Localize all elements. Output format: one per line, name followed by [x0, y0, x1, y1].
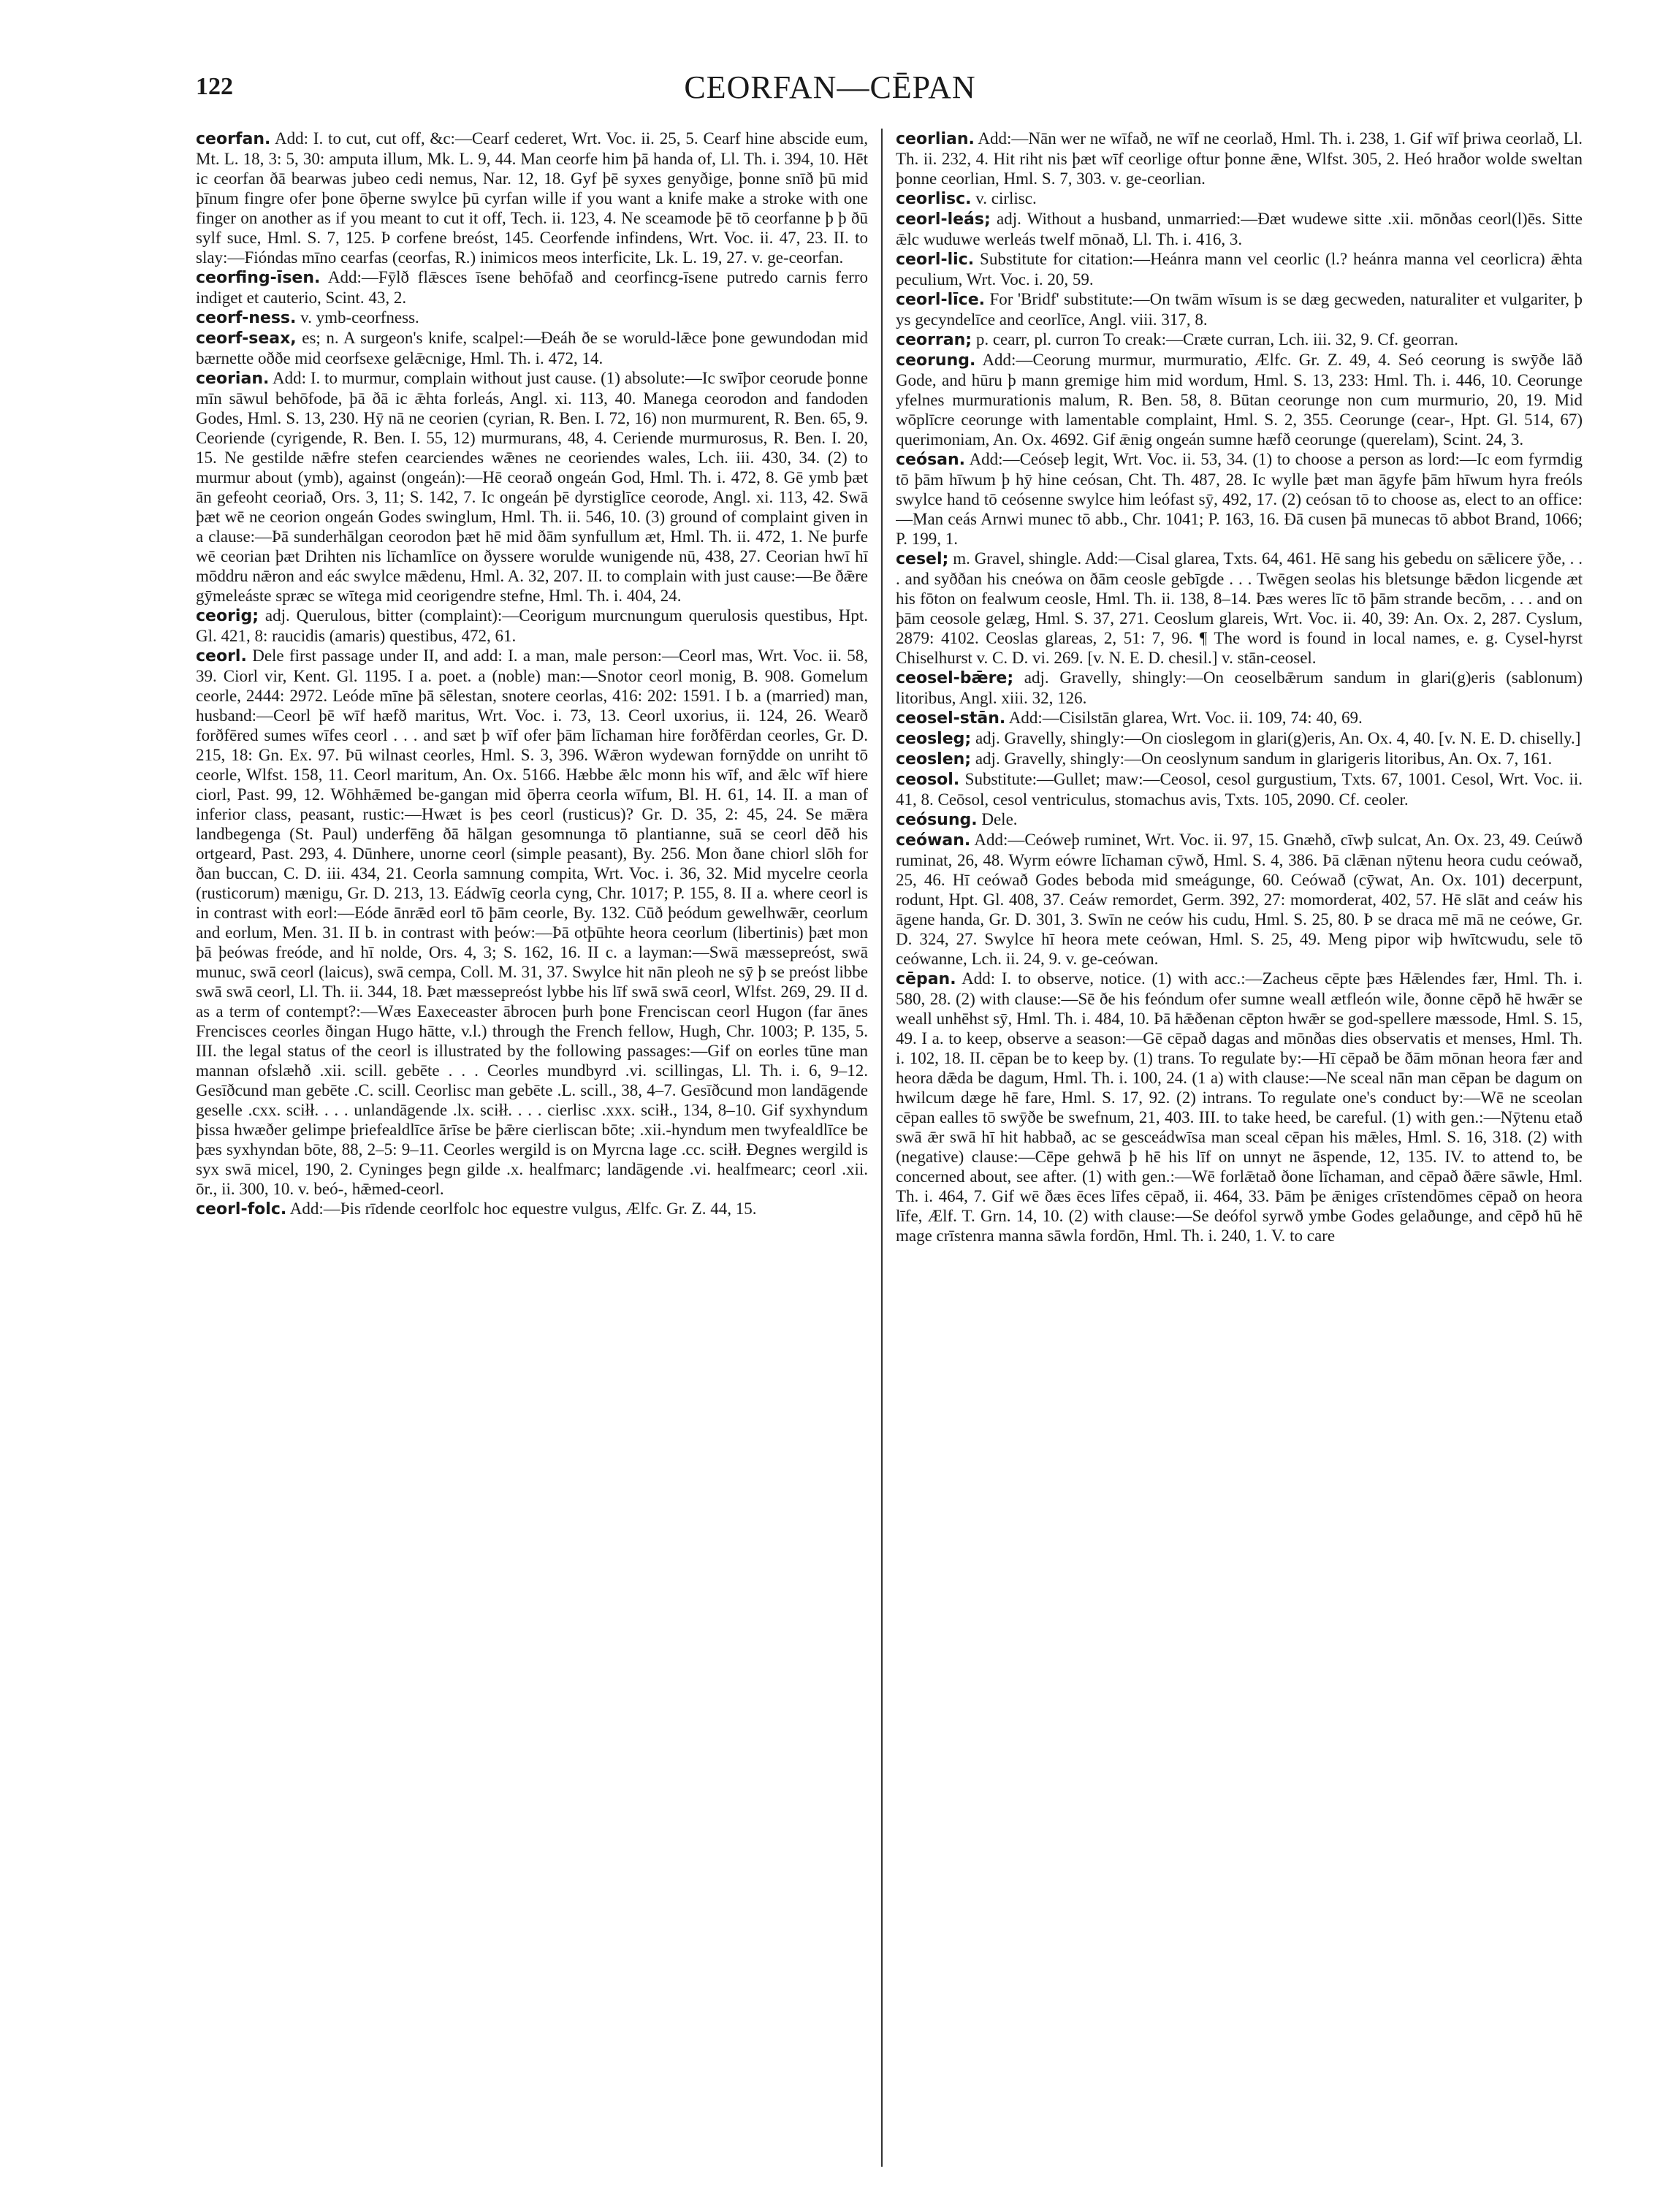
entry-text: Dele first passage under II, and add: I. a man, male person:—Ceorl mas, Wrt. Voc. ii. 58, 39. Ciorl vir, Kent. Gl. 1195. I a. poet. a (noble) man:—Snotor ceorl monig, B. 908. Gomelum ceorle, 2444: 2972. Leóde mīne þā sēlestan, snotere ceorlas, 416: 202: 1591. I b. a (married) man, husband:—Ceorl þē wīf hæfð maritus, Wrt. Voc. i. 73, 13. Ceorl uxorius, ii. 124, 26. Wearð forðfēred sumes wīfes ceorl . . . and sæt þ wīf ofer þām līchaman hire forðfērdan ceorles, Gr. D. 215, 18: Gn. Ex. 97. Þū wilnast ceorles, Hml. S. 3, 396. Wǣron wydewan fornȳdde on unriht tō ceorle, Wlfst. 158, 11. Ceorl maritum, An. Ox. 5166. Hæbbe ǣlc monn his wīf, and ǣlc wīf hiere ciorl, Past. 99, 12. Wōhhǣmed be-gangan mid ōþerra ceorla wīfum, Bl. H. 61, 14. II. a man of inferior class, peasant, rustic:—Hwæt is þes ceorl (rusticus)? Gr. D. 35, 2: 45, 24. Se mǣra landbegenga (St. Paul) underfēng ðā hālgan gesomnunga tō plantianne, suā se ceorl dēð his ortgeard, Past. 293, 4. Dūnhere, unorne ceorl (simple peasant), By. 256. Mon ðane chiorl slōh for ðan buccan, C. D. iii. 434, 21. Ceorla samnung compita, Wrt. Voc. i. 36, 32. Mid mycelre ceorla (rusticorum) mænigu, Gr. D. 213, 13. Eádwīg ceorla cyng, Chr. 1017; P. 155, 8. II a. where ceorl is in contrast with eorl:—Eóde ānrǣd eorl tō þām ceorle, By. 132. Cūð þeódum gewelhwǣr, ceorlum and eorlum, Men. 31. II b. in contrast with þeów:—Þā otþūhte heora ceorlum (libertinis) þæt mon þā þeówas freóde, and hī nolde, Ors. 4, 3; S. 162, 16. II c. a layman:—Swā mæssepreóst, swā munuc, swā ceorl (laicus), swā cempa, Coll. M. 31, 37. Swylce hit nān pleoh ne sȳ þ se preóst libbe swā swā ceorl, Ll. Th. ii. 344, 18. Þæt mæssepreóst lybbe his līf swā swā ceorl, Wlfst. 269, 29. II d. as a term of contempt?:—Wæs Eaxeceaster ābrocen þurh þone Frenciscan ceorl Hugon (far ānes Frencisces ceorles ðingan Hugo hātte, v.l.) through the French fellow, Hugh, Chr. 1003; P. 135, 5. III. the legal status of the ceorl is illustrated by the following passages:—Gif on eorles tūne man mannan ofslæhð .xii. scill. gebēte . . . Ceorles mundbyrd .vi. scillingas, Ll. Th. i. 6, 9–12. Gesīðcund man gebēte .C. scill. Ceorlisc man gebēte .L. scill., 38, 4–7. Gesīðcund mon landāgende geselle .cxx. sciłł. . . . unlandāgende .lx. sciłł. . . . cierlisc .xxx. sciłł., 134, 8–10. Gif syxhyndum þissa hwæðer gelimpe þriefealdlīce ārīse be þǣre cierliscan bōte; .xii.-hyndum men twyfealdlīce be þæs syxhyndan bōte, 88, 2–5: 9–11. Ceorles wergild is on Myrcna lage .cc. sciłł. Ðegnes wergild is syx swā micel, 190, 2. Cyninges þegn gilde .x. healfmarc; landāgende .vi. healfmearc; ceorl .xii. ōr., ii. 300, 10. v. beó-, hǣmed-ceorl. — [196, 647, 868, 1198]
entry — [196, 308, 868, 328]
entry-text: Add:—Ceóweþ ruminet, Wrt. Voc. ii. 97, 15. Gnæhð, cīwþ sulcat, An. Ox. 23, 49. Ceúwð ruminat, 26, 48. Wyrm eówre līchaman cȳwð, Hml. S. 4, 386. Þā clǣnan nȳtenu heora cudu ceówað, 25, 46. Hī ceówað Godes beboda mid smeágunge, 60. Ceówað (cȳwat, An. Ox. 101) decerpunt, rodunt, Hpt. Gl. 408, 37. Ceáw remordet, Germ. 392, 27: momorderat, 402, 57. Hē slāt and ceáw his āgene handa, Gr. D. 301, 3. Swīn ne ceów his cudu, Hml. S. 25, 80. Þ se draca mē mā ne ceówe, Gr. D. 324, 27. Swylce hī heora mete ceówan, Hml. S. 25, 49. Meng pipor wiþ hwītcwudu, sele tō ceówanne, Lch. ii. 24, 9. v. ge-ceówan. — [896, 831, 1583, 968]
entry — [896, 329, 1583, 350]
entry-text: adj. Gravelly, shingly:—On ceoselbǣrum sandum in glari(g)eris (sablonum) litoribus, Angl. xiii. 32, 126. — [896, 668, 1583, 707]
headword: ceorl. — [196, 647, 247, 665]
entry-text: Substitute for citation:—Heánra mann vel ceorlic (l.? heánra manna vel ceorlicra) ǣhta peculium, Wrt. Voc. i. 20, 59. — [896, 250, 1583, 289]
entry-text: p. cearr, pl. curron To creak:—Cræte curran, Lch. iii. 32, 9. Cf. georran. — [972, 330, 1458, 348]
headword: ceorf-seax, — [196, 329, 297, 348]
headword: ceorf-ness. — [196, 309, 297, 327]
right-column — [896, 129, 1583, 2174]
entry-text: v. ymb-ceorfness. — [296, 308, 419, 327]
headword: ceorlisc. — [896, 190, 972, 208]
entry-text: Add:—Nān wer ne wīfað, ne wīf ne ceorlað, Hml. Th. i. 238, 1. Gif wīf þriwa ceorlað, Ll. Th. ii. 232, 4. Hit riht nis þæt wīf ceorlige oftur þonne ǣne, Wlfst. 305, 2. Heó hraðor wolde sweltan þonne ceorlian, Hml. S. 7, 303. v. ge-ceorlian. — [896, 129, 1583, 188]
headword: ceosel-stān. — [896, 709, 1006, 728]
headword: ceorran; — [896, 331, 972, 349]
entry — [896, 809, 1583, 830]
entry-text: Add:—Ceorung murmur, murmuratio, Ælfc. Gr. Z. 49, 4. Seó ceorung is swȳðe lāð Gode, and hūru þ mann gremige him mid wordum, Hml. S. 13, 233: Hml. Th. i. 446, 10. Ceorunge yfelnes murmurationis malum, R. Ben. 58, 8. Būtan ceorunge non cum murmurio, 20, 19. Mid wōplīcre ceorunge with lamentable complaint, Hml. S. 2, 355. Ceorunge (cear-, Hpt. Gl. 514, 67) querimoniam, An. Ox. 4692. Gif ǣnig ongeán sumne hæfð ceorunge (querelam), Scint. 24, 3. — [896, 351, 1583, 449]
entry-text: adj. Querulous, bitter (complaint):—Ceorigum murcnungum querulosis questibus, Hpt. Gl. 421, 8: raucidis (amaris) questibus, 472, 61. — [196, 606, 868, 645]
entry — [196, 368, 868, 606]
entry-text: Add:—Þis rīdende ceorlfolc hoc equestre vulgus, Ælfc. Gr. Z. 44, 15. — [286, 1200, 757, 1218]
headword: ceorfan. — [196, 130, 271, 148]
entry — [896, 129, 1583, 188]
entry — [196, 1199, 868, 1219]
headword: ceorfing-īsen. — [196, 269, 321, 287]
running-title: CEORFAN—CĒPAN — [684, 69, 976, 105]
entry — [896, 728, 1583, 749]
entry — [896, 249, 1583, 289]
entry — [896, 549, 1583, 668]
headword: ceorlian. — [896, 130, 975, 148]
headword: ceorig; — [196, 607, 259, 625]
entry-text: Add:—Ceóseþ legit, Wrt. Voc. ii. 53, 34. (1) to choose a person as lord:—Ic eom fyrmdig tō þām hīwum þ hȳ hine ceósan, Cht. Th. 487, 28. Ic wylle þæt man āgyfe þām hīwum hyra freóls swylce hand tō ceósenne swylce him leófast sȳ, 492, 17. (2) ceósan tō to choose as, elect to an office:—Man ceás Arnwi munec tō abb., Chr. 1041; P. 163, 16. Ðā cusen þā munecas tō abbot Brand, 1066; P. 199, 1. — [896, 450, 1583, 548]
entry-text: m. Gravel, shingle. Add:—Cisal glarea, Txts. 64, 461. Hē sang his gebedu on sǣlicere ȳðe, . . . and syððan his cneówa on ðām ceosle gebīgde . . . Twēgen seolas his bletsunge bǣdon licgende æt his fōton on fealwum ceosle, Hml. Th. ii. 138, 8–14. Þæs weres līc tō þām strande becōm, . . . and on þām ceosole gelæg, Hml. S. 37, 271. Ceoslum glareis, Wrt. Voc. ii. 40, 39: An. Ox. 2, 287. Cyslum, 2879: 4102. Ceoslas glareas, 2, 51: 7, 96. ¶ The word is found in local names, e. g. Cysel-hyrst Chiselhurst v. C. D. vi. 269. [v. N. E. D. chesil.] v. stān-ceosel. — [896, 549, 1583, 667]
entry — [896, 350, 1583, 449]
headword: ceoslen; — [896, 750, 972, 769]
entry — [896, 708, 1583, 728]
headword: ceósung. — [896, 811, 978, 829]
entry — [196, 267, 868, 308]
headword: ceorl-līce. — [896, 291, 985, 309]
headword: cesel; — [896, 550, 949, 568]
headword: ceorian. — [196, 370, 270, 388]
entry-text: Add: I. to murmur, complain without just cause. (1) absolute:—Ic swīþor ceorude þonne mīn sāwul behōfode, þā ðā ic ǣhta forleás, Angl. xi. 113, 40. Manega ceorodon and fandoden Godes, Hml. S. 13, 230. Hȳ nā ne ceorien (cyrian, R. Ben. I. 72, 16) non murmurent, R. Ben. 65, 9. Ceoriende (cyrigende, R. Ben. I. 55, 12) murmurans, 48, 4. Ceriende murmurosus, R. Ben. I. 20, 15. Ne gestilde nǣfre stefen cearciendes wǣnes ne ceoriendes wales, Lch. iii. 430, 34. (2) to murmur about (ymb), against (ongeán):—Hē ceorað ongeán God, Hml. Th. i. 472, 8. Gē ymb þæt ān gefeoht ceoriað, Ors. 3, 11; S. 142, 7. Ic ongeán þē dyrstiglīce ceorode, Angl. xi. 113, 42. Swā þæt wē ne ceorion ongeán Godes swinglum, Hml. Th. ii. 546, 10. (3) ground of complaint given in a clause:—Þā sunderhālgan ceorodon þæt hē mid ðām synfullum æt, Hml. Th. ii. 472, 1. Ne þurfe wē ceorian þæt Drihten nis līchamlīce on ðyssere woruldе wunigende nū, 438, 27. Ceorian hwī hī mōddru nǣron and eác swylce mǣdenu, Hml. A. 32, 207. II. to complain with just cause:—Be ðǣre gȳmeleáste spræc se wītega mid ceorigendre stefne, Hml. Th. i. 404, 24. — [196, 369, 868, 605]
headword: ceósan. — [896, 451, 966, 469]
headword: ceosol. — [896, 771, 960, 789]
entry — [196, 129, 868, 267]
entry-text: adj. Gravelly, shingly:—On cioslegom in glari(g)eris, An. Ox. 4, 40. [v. N. E. D. chiselly.] — [971, 729, 1581, 747]
entry-text: Add:—Fȳlð flǣsces īsene behōfað and ceorfincg-īsene putredo carnis ferro indiget et cauterio, Scint. 43, 2. — [196, 268, 868, 307]
entry — [896, 668, 1583, 708]
entry — [896, 769, 1583, 809]
entry — [196, 646, 868, 1199]
entry — [896, 830, 1583, 969]
entry-text: Add:—Cisilstān glarea, Wrt. Voc. ii. 109, 74: 40, 69. — [1005, 709, 1363, 727]
column-divider — [881, 129, 883, 2167]
entry-text: Add: I. to observe, notice. (1) with acc.:—Zacheus cēpte þæs Hǣlendes fær, Hml. Th. i. 580, 28. (2) with clause:—Sē ðe his feóndum ofer sumne weall ætfleón wile, ðonne cēpð hē hwǣr se weall unhēhst sȳ, Hml. Th. i. 484, 10. Þā hǣðenan cēpton hwǣr se god-spellere mæssode, Hml. S. 15, 49. I a. to keep, observe a season:—Gē cēpað dagas and mōnðas dies observatis et menses, Hml. Th. i. 102, 18. II. cēpan be to keep by. (1) trans. To regulate by:—Hī cēpað be ðām mōnan heora fær and heora dǣda be dagum, Hml. Th. i. 100, 24. (1 a) with clause:—Ne sceal nān man cēpan be dagum on hwilcum dæge hē fare, Hml. S. 17, 92. (2) intrans. To regulate one's conduct by:—Wē ne sceolan cēpan ealles tō swȳðe be swefnum, 21, 403. III. to take heed, be careful. (1) with gen.:—Nȳtenu etað swā ǣr swā hī hit habbað, ac se gesceádwīsa man sceal cēpan his mǣles, Hml. S. 16, 318. (2) with (negative) clause:—Cēpe gehwā þ hē his līf on unnyt ne āspende, 12, 135. IV. to attend to, be concerned about, see after. (1) with gen.:—Wē forlǣtað ðone līchaman, and cēpað ðǣre sāwle, Hml. Th. i. 464, 7. Gif wē ðæs ēces līfes cēpað, ii. 464, 33. Þām þe ǣniges crīstendōmes cēpað on heora līfe, Ælf. T. Grn. 14, 10. (2) with clause:—Se deófol syrwð ymbe Godes gelaðunge, and cēpð hū hē mage crīstenra manna sāwla fordōn, Hml. Th. i. 240, 1. V. to care — [896, 969, 1583, 1245]
headword: ceorl-leás; — [896, 210, 991, 229]
page-number: 122 — [196, 73, 233, 100]
headword: ceorung. — [896, 351, 976, 370]
headword: ceosleg; — [896, 730, 972, 748]
entry — [896, 969, 1583, 1246]
entry — [196, 606, 868, 646]
entry — [896, 749, 1583, 769]
entry-text: v. cirlisc. — [971, 189, 1037, 207]
entry-text: Substitute:—Gullet; maw:—Ceosol, cesol gurgustium, Txts. 67, 1001. Cesol, Wrt. Voc. ii. 41, 8. Ceōsol, cesol ventriculus, stomachus avis, Txts. 105, 2090. Cf. ceoler. — [896, 770, 1583, 809]
entry — [896, 209, 1583, 249]
entry — [896, 188, 1583, 209]
headword: ceorl-lic. — [896, 251, 975, 269]
headword: ceorl-folc. — [196, 1200, 287, 1218]
left-column — [196, 129, 868, 2174]
headword: ceówan. — [896, 831, 971, 850]
entry-text: adj. Gravelly, shingly:—On ceoslynum sandum in glarigeris litoribus, An. Ox. 7, 161. — [971, 750, 1553, 768]
entry — [896, 289, 1583, 329]
entry-text: For 'Bridf' substitute:—On twām wīsum is se dæg gecweden, naturaliter et vulgariter, þ ys gecyndelīce and ceorlīce, Angl. viii. 317, 8. — [896, 290, 1583, 329]
entry-text: Add: I. to cut, cut off, &c:—Cearf cederet, Wrt. Voc. ii. 25, 5. Cearf hine abscide eum, Mt. L. 18, 3: 5, 30: amputa illum, Mk. L. 9, 44. Man ceorfe him þā handa of, Ll. Th. i. 394, 10. Hēt ic ceorfan ðā bearwas jubeo cedi nemus, Nar. 12, 18. Gyf þē syxes genyðige, þonne snīð þū mid þīnum fingre ofer þone ōþerne swylce þū cyrfan wille if you want a knife make a stroke with one finger on another as if you meant to cut it off, Tech. ii. 123, 4. Ne sceamode þē tō ceorfanne þ þ ðū sylf suce, Hml. S. 7, 125. Þ corfene breóst, 145. Ceorfende infindens, Wrt. Voc. ii. 47, 23. II. to slay:—Fióndas mīno cearfas (ceorfas, R.) inimicos meos interficite, Lk. L. 19, 27. v. ge-ceorfan. — [196, 129, 868, 267]
headword: ceosel-bǣre; — [896, 669, 1014, 687]
entry-text: es; n. A surgeon's knife, scalpel:—Ðeáh ðe se woruld-lǣce þone gewundodan mid bærnette oððe mid ceorfsexe gelǣcnige, Hml. Th. i. 472, 14. — [196, 329, 868, 367]
entry — [896, 449, 1583, 549]
entry — [196, 328, 868, 368]
headword: cēpan. — [896, 970, 956, 988]
entry-text: Dele. — [977, 810, 1018, 828]
entry-text: adj. Without a husband, unmarried:—Ðæt wudewe sitte .xii. mōnðas ceorl(l)ēs. Sitte ǣlc wuduwe werleás twelf mōnað, Ll. Th. i. 416, 3. — [896, 210, 1583, 248]
